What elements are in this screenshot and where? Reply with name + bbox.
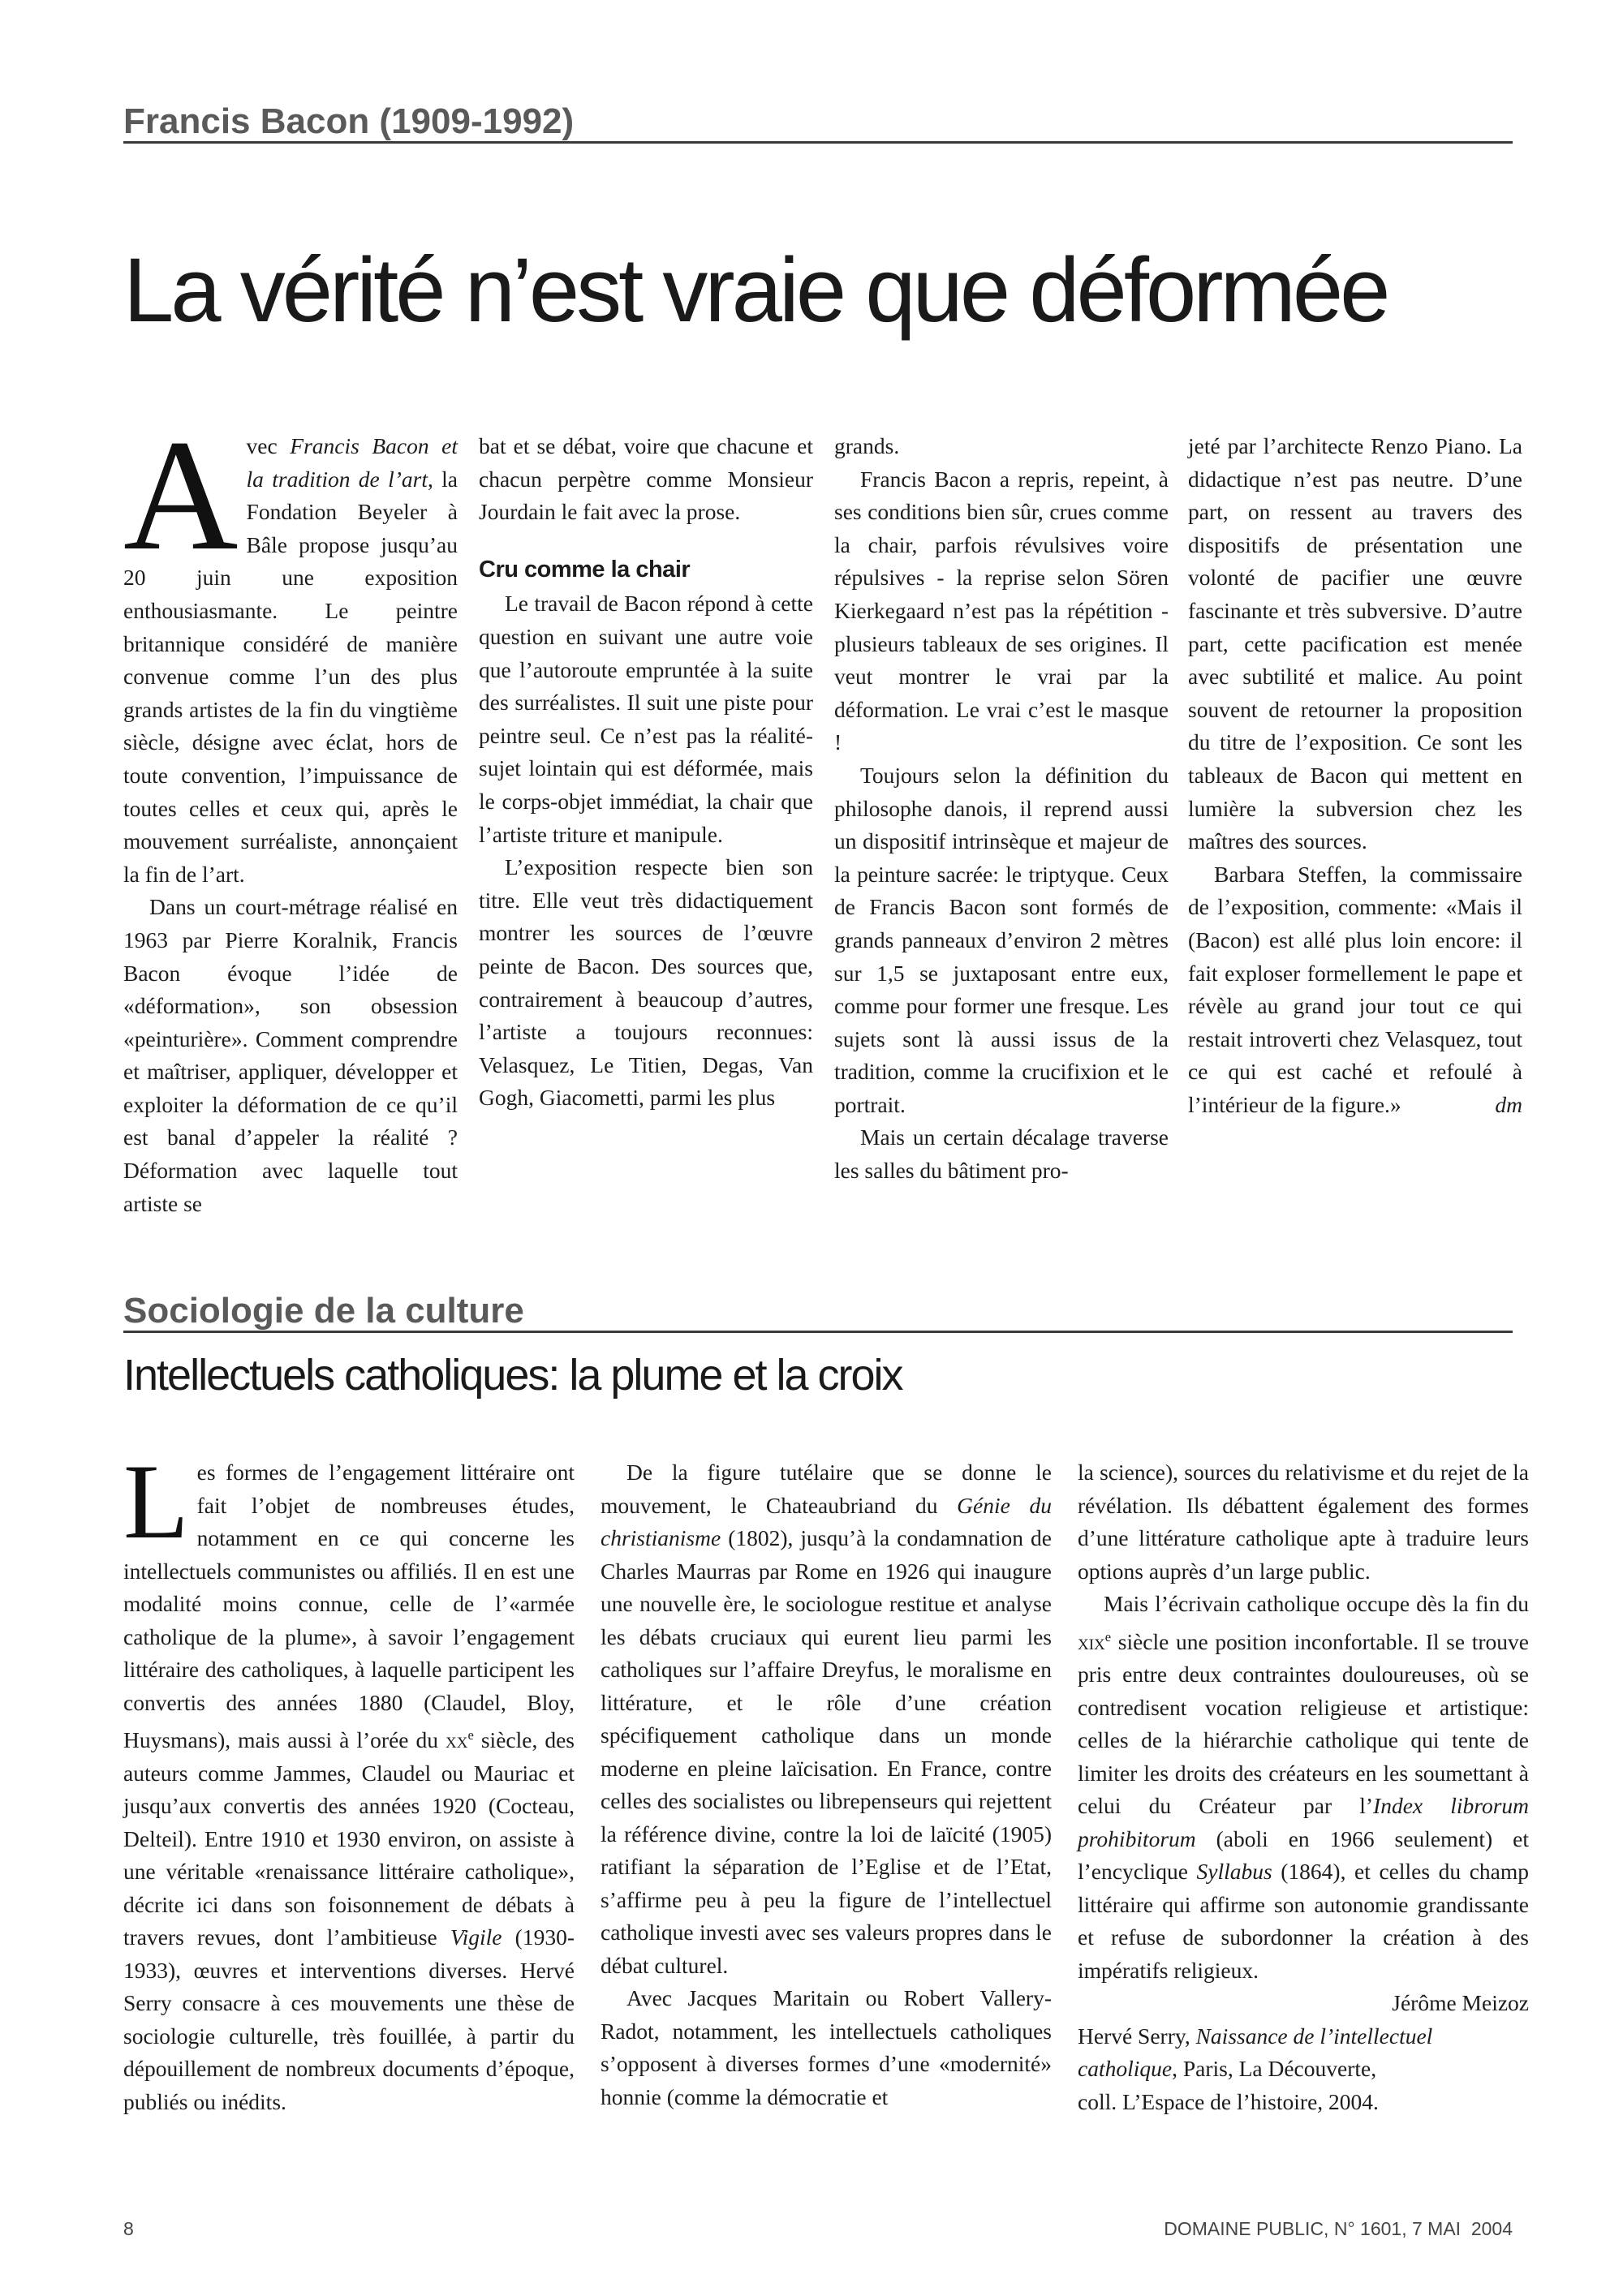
article1-paragraph: Barbara Steffen, la commissaire de l’exposition, commente: «Mais il (Bacon) est allé plus loin encore: il fait exploser formellement le pape et révèle au grand jour tout ce qui restait introverti chez Velasquez, tout ce qui est caché et refoulé à l’intérieur de la figure.» (1188, 861, 1522, 1117)
article-headline: La vérité n’est vraie que déformée (123, 239, 1388, 341)
text-run: , la Fondation Beyeler à Bâle propose jusqu’au 20 juin une exposition enthousiasmante. Le peintre britannique considéré de manière convenue comme l’un des plus grands artistes de la fin du vingtième siècle, désigne avec éclat, hors de toute convention, l’impuissance de toutes celles et ceux qui, après le mouvement surréaliste, annonçaient la fin de l’art. (123, 466, 458, 887)
index-title: Index librorum prohibitorum (1078, 1793, 1529, 1851)
article1-paragraph (123, 407, 458, 891)
book-title: Génie du christianisme (601, 1492, 1052, 1550)
superscript: e (467, 1727, 474, 1743)
text-run: coll. L’Espace de l’histoire, 2004. (1078, 2088, 1379, 2114)
drop-cap: A (123, 407, 239, 583)
text-run: siècle une position inconfortable. Il se trouve pris entre deux contraintes douloureuses, où se contredisent vocation religieuse et artistique: celles de la hiérarchie catholique qui tente de limiter les droits des créateurs en les soumettant à celui du Créateur par l’ (1078, 1628, 1529, 1819)
article1-column-1 (123, 407, 458, 1220)
book-title: Naissance de l’intellectuel catholique (1078, 2023, 1433, 2082)
article1-column-3 (834, 430, 1169, 1188)
article1-paragraph: Dans un court-métrage réalisé en 1963 par Pierre Koralnik, Francis Bacon évoque l’idée de «déformation», son obsession «peinturière». Comment comprendre et maîtriser, appliquer, développer et exploiter la déformation de ce qu’il est banal d’appeler la réalité ? Déformation avec laquelle tout artiste se (123, 894, 458, 1216)
text-run: es formes de l’engagement littéraire ont fait l’objet de nombreuses études, notamment en ce qui concerne les intellectuels communistes ou affiliés. Il en est une modalité moins connue, celle de l’«armée catholique de la plume», à savoir l’engagement littéraire des catholiques, à laquelle participent les convertis des années 1880 (Claudel, Bloy, Huysmans), mais aussi à l’orée du (123, 1460, 575, 1753)
article-headline: Intellectuels catholiques: la plume et la croix (123, 1351, 902, 1400)
author-signature: dm (1495, 1091, 1522, 1117)
review-title: Vigile (450, 1924, 502, 1950)
article1-paragraph: jeté par l’architecte Renzo Piano. La didactique n’est pas neutre. D’une part, on ressent au travers des dispositifs de présentation une volonté de pacifier une œuvre fascinante et très subversive. D’autre part, cette pacification est menée avec subtilité et malice. Au point souvent de retourner la proposition du titre de l’exposition. Ce sont les tableaux de Bacon qui mettent en lumière la subversion chez les maîtres des sources. (1188, 433, 1522, 854)
century-numeral: xix (1078, 1628, 1105, 1654)
article1-paragraph: Francis Bacon a repris, repeint, à ses conditions bien sûr, crues comme la chair, parfois révulsives voire répulsives - la reprise selon Sören Kierkegaard n’est pas la répétition - plusieurs tableaux de ses origines. Il veut montrer le vrai par la déformation. Le vrai c’est le masque ! (834, 466, 1169, 755)
superscript: e (1104, 1628, 1112, 1645)
page-number: 8 (123, 2218, 134, 2239)
publication-info: DOMAINE PUBLIC, N° 1601, 7 MAI 2004 (1164, 2218, 1513, 2239)
text-run: , Paris, La Découverte, (1172, 2056, 1377, 2082)
text-run: (1802), jusqu’à la condamnation de Charles Maurras par Rome en 1926 qui inaugure une nouvelle ère, le sociologue restitue et analyse les débats cruciaux qui eurent lieu parmi les catholiques sur l’affaire Dreyfus, le moralisme en littérature, et le rôle d’une création spécifiquement catholique dans un monde moderne en pleine laïcisation. En France, contre celles des socialistes ou librepenseurs qui rejettent la référence divine, contre la loi de laïcité (1905) ratifiant la séparation de l’Eglise et de l’Etat, s’affirme peu à peu la figure de l’intellectuel catholique investi avec ses valeurs propres dans le débat culturel. (601, 1525, 1052, 1978)
bibliography-reference (1078, 2020, 1529, 2119)
section-kicker-francis-bacon: Francis Bacon (1909-1992) (123, 104, 1513, 144)
century-numeral: xx (446, 1727, 468, 1753)
subheading: Cru comme la chair (479, 556, 691, 583)
article1-column-2 (479, 430, 813, 1115)
article1-paragraph: bat et se débat, voire que chacune et chacun perpètre comme Monsieur Jourdain le fait avec la prose. (479, 433, 813, 525)
article2-column-2 (601, 1456, 1052, 2113)
article2-column-1 (123, 1442, 575, 2118)
author-signature: Jérôme Meizoz (1392, 1990, 1529, 2016)
text-run: Mais l’écrivain catholique occupe dès la fin du (1104, 1591, 1529, 1616)
text-run: Hervé Serry, (1078, 2023, 1196, 2049)
article1-paragraph: Mais un certain décalage traverse les salles du bâtiment pro- (834, 1124, 1169, 1184)
text-run: (1864), et celles du champ littéraire qui affirme son autonomie grandissante et refuse de subordonner la création à des impératifs religieux. (1078, 1859, 1529, 1983)
article1-paragraph: grands. (834, 433, 900, 458)
drop-cap: L (123, 1442, 189, 1561)
text-run: (1930-1933), œuvres et interventions diverses. Hervé Serry consacre à ces mouvements une thèse de sociologie culturelle, très fouillée, à partir du dépouillement de nombreux documents d’époque, publiés ou inédits. (123, 1924, 575, 2114)
article1-paragraph: L’exposition respecte bien son titre. Elle veut très didactiquement montrer les sources de l’œuvre peinte de Bacon. Des sources que, contrairement à beaucoup d’autres, l’artiste a toujours reconnues: Velasquez, Le Titien, Degas, Van Gogh, Giacometti, parmi les plus (479, 854, 813, 1111)
article2-paragraph: Avec Jacques Maritain ou Robert Vallery-Radot, notamment, les intellectuels catholiques s’opposent à diverses formes d’une «modernité» honnie (comme la démocratie et (601, 1985, 1052, 2109)
text-run: vec (246, 433, 291, 458)
text-run: De la figure tutélaire que se donne le mouvement, le Chateaubriand du (601, 1460, 1052, 1518)
article2-paragraph (123, 1442, 575, 2118)
text-run: siècle, des auteurs comme Jammes, Claudel ou Mauriac et jusqu’aux convertis des années 1920 (Cocteau, Delteil). Entre 1910 et 1930 environ, on assiste à une véritable «renaissance littéraire catholique», décrite ici dans son foisonnement de débats à travers revues, dont l’ambitieuse (123, 1727, 575, 1950)
exhibition-title: Francis Bacon et la tradition de l’art (246, 433, 458, 492)
encyclical-title: Syllabus (1196, 1859, 1272, 1885)
section-kicker-sociologie: Sociologie de la culture (123, 1293, 1513, 1333)
article2-paragraph (1078, 1588, 1529, 1987)
article2-paragraph (601, 1456, 1052, 1982)
article2-column-3 (1078, 1456, 1529, 2118)
article1-paragraph: Le travail de Bacon répond à cette question en suivant une autre voie que l’autoroute empruntée à la suite des surréalistes. Il suit une piste pour peintre seul. Ce n’est pas la réalité-sujet lointain qui est déformée, mais le corps-objet immédiat, la chair que l’artiste triture et manipule. (479, 591, 813, 847)
article2-paragraph: la science), sources du relativisme et du rejet de la révélation. Ils débattent également des formes d’une littérature catholique apte à traduire leurs options auprès d’un large public. (1078, 1460, 1529, 1584)
text-run: (aboli en 1966 seulement) et l’encyclique (1078, 1825, 1529, 1885)
article1-paragraph: Toujours selon la définition du philosophe danois, il reprend aussi un dispositif intrinsèque et majeur de la peinture sacrée: le triptyque. Ceux de Francis Bacon sont formés de grands panneaux d’environ 2 mètres sur 1,5 se juxtaposant entre eux, comme pour former une fresque. Les sujets sont là aussi issus de la tradition, comme la crucifixion et le portrait. (834, 762, 1169, 1117)
article1-column-4 (1188, 430, 1522, 1121)
